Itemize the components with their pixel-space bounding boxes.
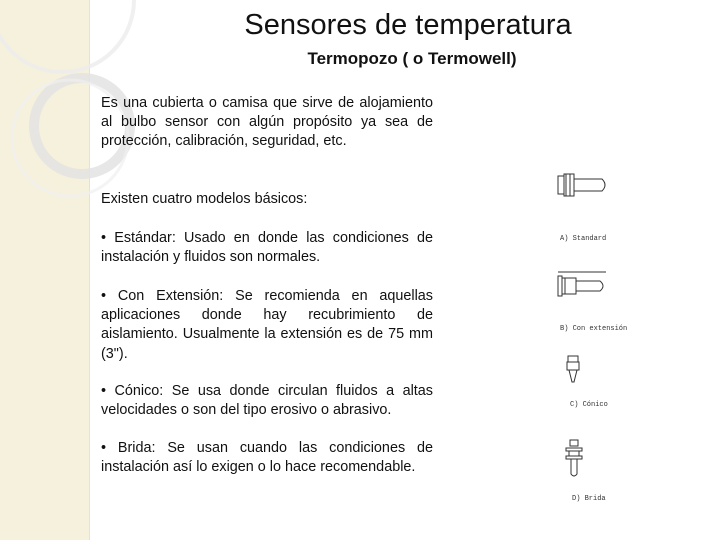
intro-paragraph: Es una cubierta o camisa que sirve de alojamiento al bulbo sensor con algún propósito ya sea de protección, calibración, seguridad, etc. bbox=[101, 95, 433, 150]
bullet-flange: • Brida: Se usan cuando las condiciones de instalación así lo exigen o lo hace recomendable. bbox=[101, 440, 433, 476]
models-intro-paragraph: Existen cuatro modelos básicos: bbox=[101, 191, 308, 207]
thermowell-extension-drawing bbox=[558, 272, 606, 296]
slide-subtitle: Termopozo ( o Termowell) bbox=[307, 49, 517, 68]
bullet-conic: • Cónico: Se usa donde circulan fluidos a altas velocidades o son del tipo erosivo o abrasivo. bbox=[101, 383, 433, 419]
bullet-extension: • Con Extensión: Se recomienda en aquellas aplicaciones donde hay recubrimiento de aislamiento. Usualmente la extensión es de 75 mm (3"). bbox=[101, 288, 433, 362]
thermowell-conic-drawing bbox=[567, 356, 579, 382]
bullet-standard: • Estándar: Usado en donde las condiciones de instalación y fluidos son normales. bbox=[101, 230, 433, 266]
label-conic: C) Cónico bbox=[570, 401, 608, 409]
label-standard: A) Standard bbox=[560, 235, 607, 243]
thermowell-flange-drawing bbox=[566, 440, 582, 476]
thermowell-standard-drawing bbox=[558, 174, 605, 196]
slide-title: Sensores de temperatura bbox=[244, 9, 572, 41]
thermowell-figures bbox=[552, 160, 632, 510]
label-flange: D) Brida bbox=[572, 495, 606, 503]
label-extension: B) Con extensión bbox=[560, 325, 628, 333]
